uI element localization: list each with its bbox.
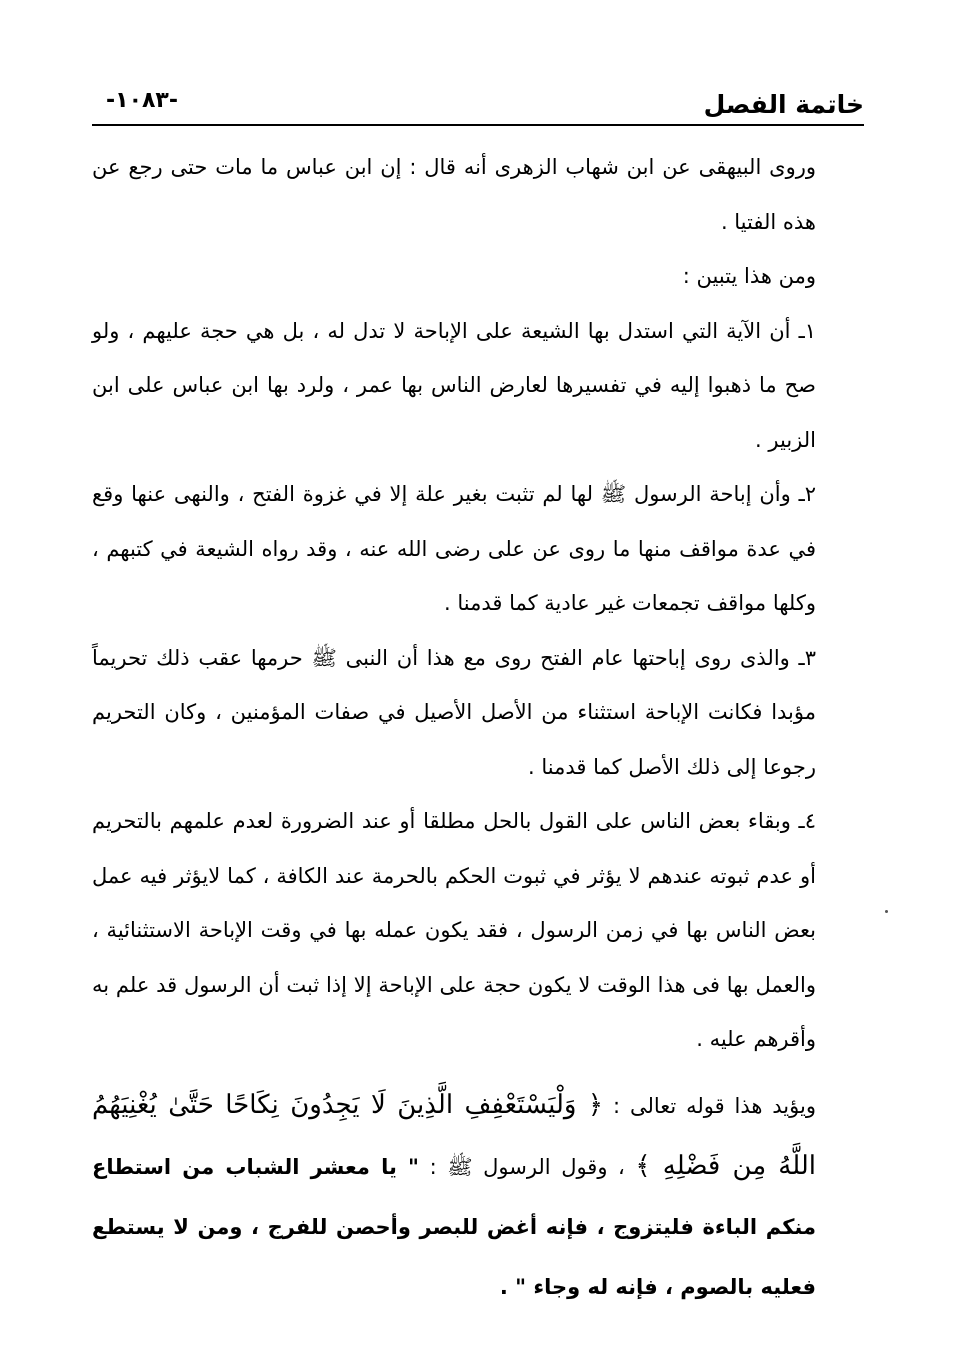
page-number: -١٠٨٣- <box>106 88 178 113</box>
point-3: ٣ـ والذى روى إباحتها عام الفتح روى مع هذا أن النبى ﷺ حرمها عقب ذلك تحريماً مؤبدا فكانت الإباحة استثناء من الأصل الأصيل في صفات المؤمنين ، وكان التحريم رجوعا إلى ذلك الأصل كما قدمنا . <box>92 645 816 779</box>
hadith-intro: ، وقول الرسول ﷺ : <box>429 1154 625 1179</box>
page-header <box>92 88 864 126</box>
point-2: ٢ـ وأن إباحة الرسول ﷺ لها لم تثبت بغير علة إلا في غزوة الفتح ، والنهى عنها وقع في عدة مواقف منها ما روى عن على رضى الله عنه ، وقد رواه الشيعة في كتبهم ، وكلها مواقف تجمعات غير عادية كما قدمنا . <box>92 482 816 615</box>
evidence-paragraph <box>92 1075 862 1317</box>
body-text <box>92 140 862 1317</box>
point-1: ١ـ أن الآية التي استدل بها الشيعة على الإباحة لا تدل له ، بل هي حجة عليهم ، ولو صح ما ذهبوا إليه في تفسيرها لعارض الناس بها عمر ، ولرد بها ابن عباس على ابن الزبير . <box>92 318 816 452</box>
hadith-text: " يا معشر الشباب من استطاع منكم الباءة فليتزوج ، فإنه أغض للبصر وأحصن للفرج ، ومن لا يستطع فعليه بالصوم ، فإنه له وجاء " . <box>92 1154 816 1299</box>
point-4: ٤ـ وبقاء بعض الناس على القول بالحل مطلقا أو عند الضرورة لعدم علمهم بالتحريم أو عدم ثبوته عندهم لا يؤثر في ثبوت الحكم بالحرمة عند الكافة ، كما لايؤثر فيه عمل بعض الناس بها في زمن الرسول ، فقد يكون عمله بها في وقت الإباحة الاستثنائية ، والعمل بها فى هذا الوقت لا يكون حجة على الإباحة إلا إذا ثبت أن الرسول قد علم به وأقرهم عليه . <box>92 809 816 1051</box>
lead-paragraph: ومن هذا يتبين : <box>682 264 816 288</box>
scan-speck <box>885 910 888 913</box>
quran-verse: ﴿ وَلْيَسْتَعْفِفِ الَّذِينَ لَا يَجِدُونَ نِكَاحًا حَتَّىٰ يُغْنِيَهُمُ اللَّهُ مِن فَضْلِهِ ﴾ <box>92 1089 816 1181</box>
intro-paragraph: وروى البيهقى عن ابن شهاب الزهرى أنه قال : إن ابن عباس ما مات حتى رجع عن هذه الفتيا . <box>92 155 816 234</box>
support-prefix: ويؤيد هذا قوله تعالى : <box>613 1093 816 1118</box>
chapter-title: خاتمة الفصل <box>703 90 864 119</box>
